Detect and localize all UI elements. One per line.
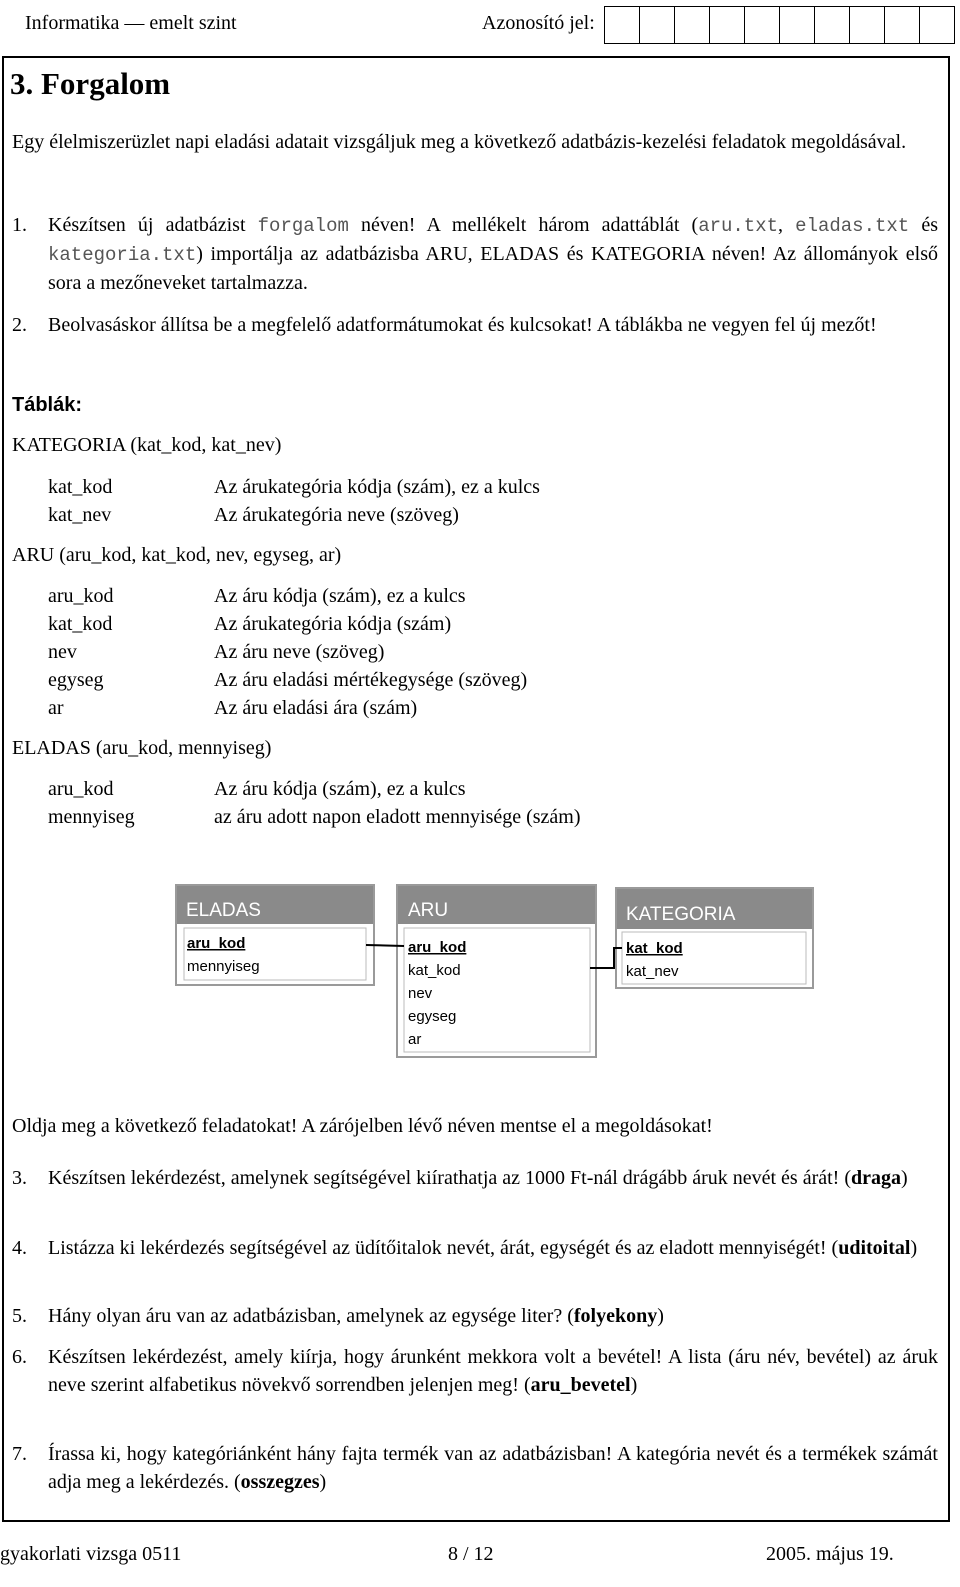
task-text: Készítsen lekérdezést, amely kiírja, hogy árunként mekkora volt a bevétel! A lista (áru név, bevétel) az áruk neve szerint alfabetikus növekvő sorrendben jelenjen meg! (aru_bevetel) <box>48 1346 938 1396</box>
table-header-kategoria: KATEGORIA (kat_kod, kat_nev) <box>12 434 282 456</box>
id-boxes <box>605 6 955 44</box>
field-desc: Az áru kódja (szám), ez a kulcs <box>214 778 466 800</box>
field-desc: az áru adott napon eladott mennyisége (szám) <box>214 806 581 828</box>
id-box[interactable] <box>639 6 675 44</box>
page-header <box>25 10 950 42</box>
field-desc: Az árukategória kódja (szám), ez a kulcs <box>214 476 540 498</box>
diagram-field: aru_kod <box>187 935 246 952</box>
task-text: Készítsen lekérdezést, amelynek segítségével kiírathatja az 1000 Ft-nál drágább áruk nevét és árát! (draga) <box>48 1167 908 1189</box>
field-desc: Az árukategória kódja (szám) <box>214 613 452 635</box>
field-name: kat_nev <box>48 504 112 526</box>
task-number: 6. <box>12 1346 27 1368</box>
header-subject: Informatika — emelt szint <box>25 12 237 34</box>
id-box[interactable] <box>779 6 815 44</box>
id-box[interactable] <box>744 6 780 44</box>
task-text: Írassa ki, hogy kategóriánként hány fajta termék van az adatbázisban! A kategória nevét és a termékek számát adja meg a lekérdezés. (osszegzes) <box>48 1443 938 1493</box>
diagram-table-eladas[interactable] <box>176 885 374 985</box>
relation-eladas-aru <box>366 945 404 946</box>
task-2 <box>12 311 938 339</box>
field-name: ar <box>48 697 64 719</box>
id-box[interactable] <box>849 6 885 44</box>
table-header-aru: ARU (aru_kod, kat_kod, nev, egyseg, ar) <box>12 544 342 566</box>
task-6 <box>12 1343 938 1399</box>
diagram-title: KATEGORIA <box>626 904 736 925</box>
task-text: Beolvasáskor állítsa be a megfelelő adatformátumokat és kulcsokat! A táblákba ne vegyen fel új mezőt! <box>48 314 877 336</box>
diagram-table-aru[interactable] <box>397 885 596 1057</box>
task-1 <box>12 211 938 297</box>
field-desc: Az áru neve (szöveg) <box>214 641 385 663</box>
diagram-field: egyseg <box>408 1008 457 1025</box>
task-number: 5. <box>12 1305 27 1327</box>
diagram-table-kategoria[interactable] <box>616 888 813 988</box>
task-number: 2. <box>12 314 27 336</box>
diagram-field: aru_kod <box>408 939 467 956</box>
field-desc: Az áru kódja (szám), ez a kulcs <box>214 585 466 607</box>
diagram-field: mennyiseg <box>187 958 260 975</box>
task-number: 3. <box>12 1167 27 1189</box>
task-number: 7. <box>12 1443 27 1465</box>
field-name: aru_kod <box>48 585 114 607</box>
diagram-field: ar <box>408 1031 422 1048</box>
id-box[interactable] <box>709 6 745 44</box>
id-box[interactable] <box>884 6 920 44</box>
task-5 <box>12 1302 938 1330</box>
instructions-text: Oldja meg a következő feladatokat! A zárójelben lévő néven mentse el a megoldásokat! <box>12 1115 713 1137</box>
id-box[interactable] <box>814 6 850 44</box>
diagram-field: kat_nev <box>626 963 679 980</box>
task-text: Listázza ki lekérdezés segítségével az üdítőitalok nevét, árát, egységét és az eladott mennyiségét! (uditoital) <box>48 1237 918 1259</box>
relationship-diagram <box>0 872 960 1072</box>
intro-text: Egy élelmiszerüzlet napi eladási adatait vizsgáljuk meg a következő adatbázis-kezelési feladatok megoldásával. <box>12 131 907 153</box>
diagram-field: kat_kod <box>626 940 683 957</box>
diagram-title: ARU <box>408 900 449 921</box>
table-header-eladas: ELADAS (aru_kod, mennyiseg) <box>12 737 272 759</box>
tables-heading: Táblák: <box>12 394 83 416</box>
field-name: kat_kod <box>48 476 113 498</box>
field-name: egyseg <box>48 669 104 691</box>
footer-page: 8 / 12 <box>448 1543 494 1565</box>
diagram-field: kat_kod <box>408 962 461 979</box>
field-name: nev <box>48 641 77 663</box>
id-box[interactable] <box>919 6 955 44</box>
task-3 <box>12 1164 938 1192</box>
diagram-field: nev <box>408 985 433 1002</box>
task-text: Készítsen új adatbázist forgalom néven! A mellékelt három adattáblát (aru.txt, eladas.txt és kategoria.txt) importálja az adatbázisba ARU, ELADAS és KATEGORIA néven! Az állományok első sora a mezőneveket tartalmazza. <box>48 214 938 294</box>
id-box[interactable] <box>674 6 710 44</box>
task-4 <box>12 1234 938 1262</box>
field-name: kat_kod <box>48 613 113 635</box>
task-number: 1. <box>12 214 27 236</box>
task-number: 4. <box>12 1237 27 1259</box>
page-title: 3. Forgalom <box>10 66 171 101</box>
field-name: aru_kod <box>48 778 114 800</box>
header-id-label: Azonosító jel: <box>482 12 595 34</box>
task-7 <box>12 1440 938 1496</box>
footer-date: 2005. május 19. <box>766 1543 894 1565</box>
footer-exam: gyakorlati vizsga 0511 <box>0 1543 182 1565</box>
diagram-title: ELADAS <box>186 900 261 921</box>
field-desc: Az áru eladási ára (szám) <box>214 697 418 719</box>
field-desc: Az árukategória neve (szöveg) <box>214 504 459 526</box>
field-name: mennyiseg <box>48 806 135 828</box>
id-box[interactable] <box>604 6 640 44</box>
task-text: Hány olyan áru van az adatbázisban, amelynek az egysége liter? (folyekony) <box>48 1305 664 1327</box>
field-desc: Az áru eladási mértékegysége (szöveg) <box>214 669 528 691</box>
